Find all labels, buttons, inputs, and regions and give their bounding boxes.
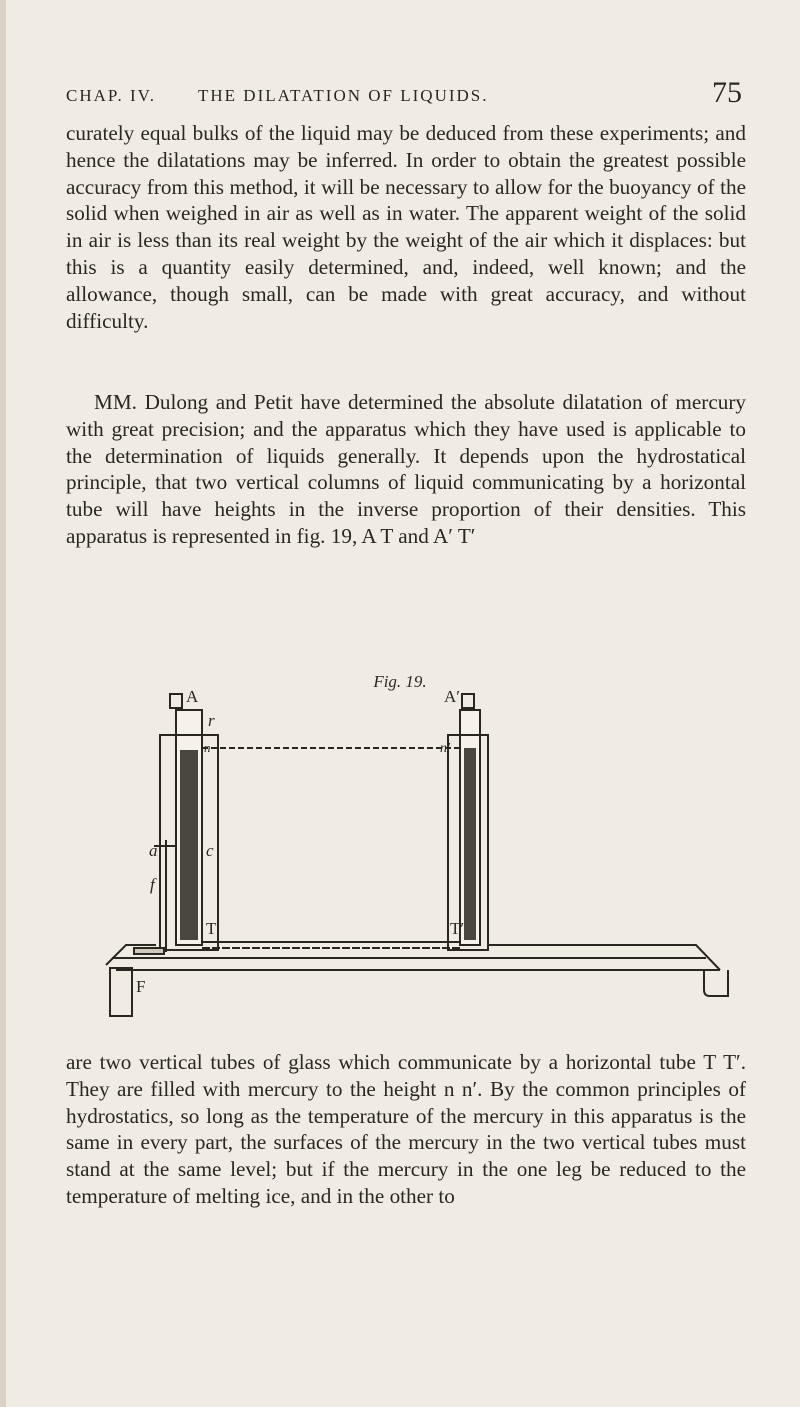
- label-r: r: [208, 711, 215, 730]
- apparatus-figure: [56, 690, 746, 1035]
- label-a: a: [149, 841, 158, 860]
- running-header: [66, 76, 742, 116]
- figure-caption: Fig. 19.: [373, 672, 427, 691]
- right-foot: [704, 970, 728, 996]
- label-n: n: [204, 740, 211, 755]
- paragraph-1: curately equal bulks of the liquid may be deduced from these experiments; and hence the dilatations may be inferred. In order to obtain the greatest possible accuracy from this method, it will be necessary to allow for the buoyancy of the solid when weighed in air as well as in water. The apparent weight of the solid in air is less than its real weight by the weight of the air which it displaces: but this is a quantity easily determined, and, indeed, well known; and the allowance, though small, can be made with great accuracy, and without difficulty.: [66, 121, 746, 333]
- label-n-prime: n′: [440, 741, 451, 756]
- label-A: A: [186, 690, 199, 706]
- label-F: F: [136, 977, 146, 996]
- apparatus-diagram: [56, 690, 746, 1035]
- page-edge: [0, 0, 6, 1407]
- base-hatch: [134, 948, 164, 954]
- label-T-prime: T′: [450, 919, 465, 938]
- paragraph-3: are two vertical tubes of glass which communicate by a horizontal tube T T′. They are filled with mercury to the height n n′. By the common principles of hydrostatics, so long as the temperature of the mercury in this apparatus is the same in every part, the surfaces of the mercury in the two vertical tubes must stand at the same level; but if the mercury in the one leg be reduced to the temperature of melting ice, and in the other to: [66, 1050, 746, 1208]
- chapter-label: CHAP. IV.: [66, 86, 156, 105]
- running-title: THE DILATATION OF LIQUIDS.: [198, 86, 489, 105]
- label-c: c: [206, 841, 214, 860]
- left-mercury-column: [180, 750, 198, 940]
- right-mercury-column: [464, 748, 476, 940]
- label-f: f: [150, 875, 155, 894]
- right-cap: [462, 694, 474, 708]
- label-A-prime: A′: [444, 690, 460, 706]
- left-cap: [170, 694, 182, 708]
- left-foot-box: [110, 968, 132, 1016]
- paragraph-2: MM. Dulong and Petit have determined the absolute dilatation of mercury with great precision; and the apparatus which they have used is applicable to the determination of liquids generally. It depends upon the hydrostatical principle, that two vertical columns of liquid communicating by a horizontal tube will have heights in the inverse proportion of their densities. This apparatus is represented in fig. 19, A T and A′ T′: [66, 390, 746, 548]
- page-number: 75: [712, 76, 742, 109]
- label-T: T: [206, 919, 217, 938]
